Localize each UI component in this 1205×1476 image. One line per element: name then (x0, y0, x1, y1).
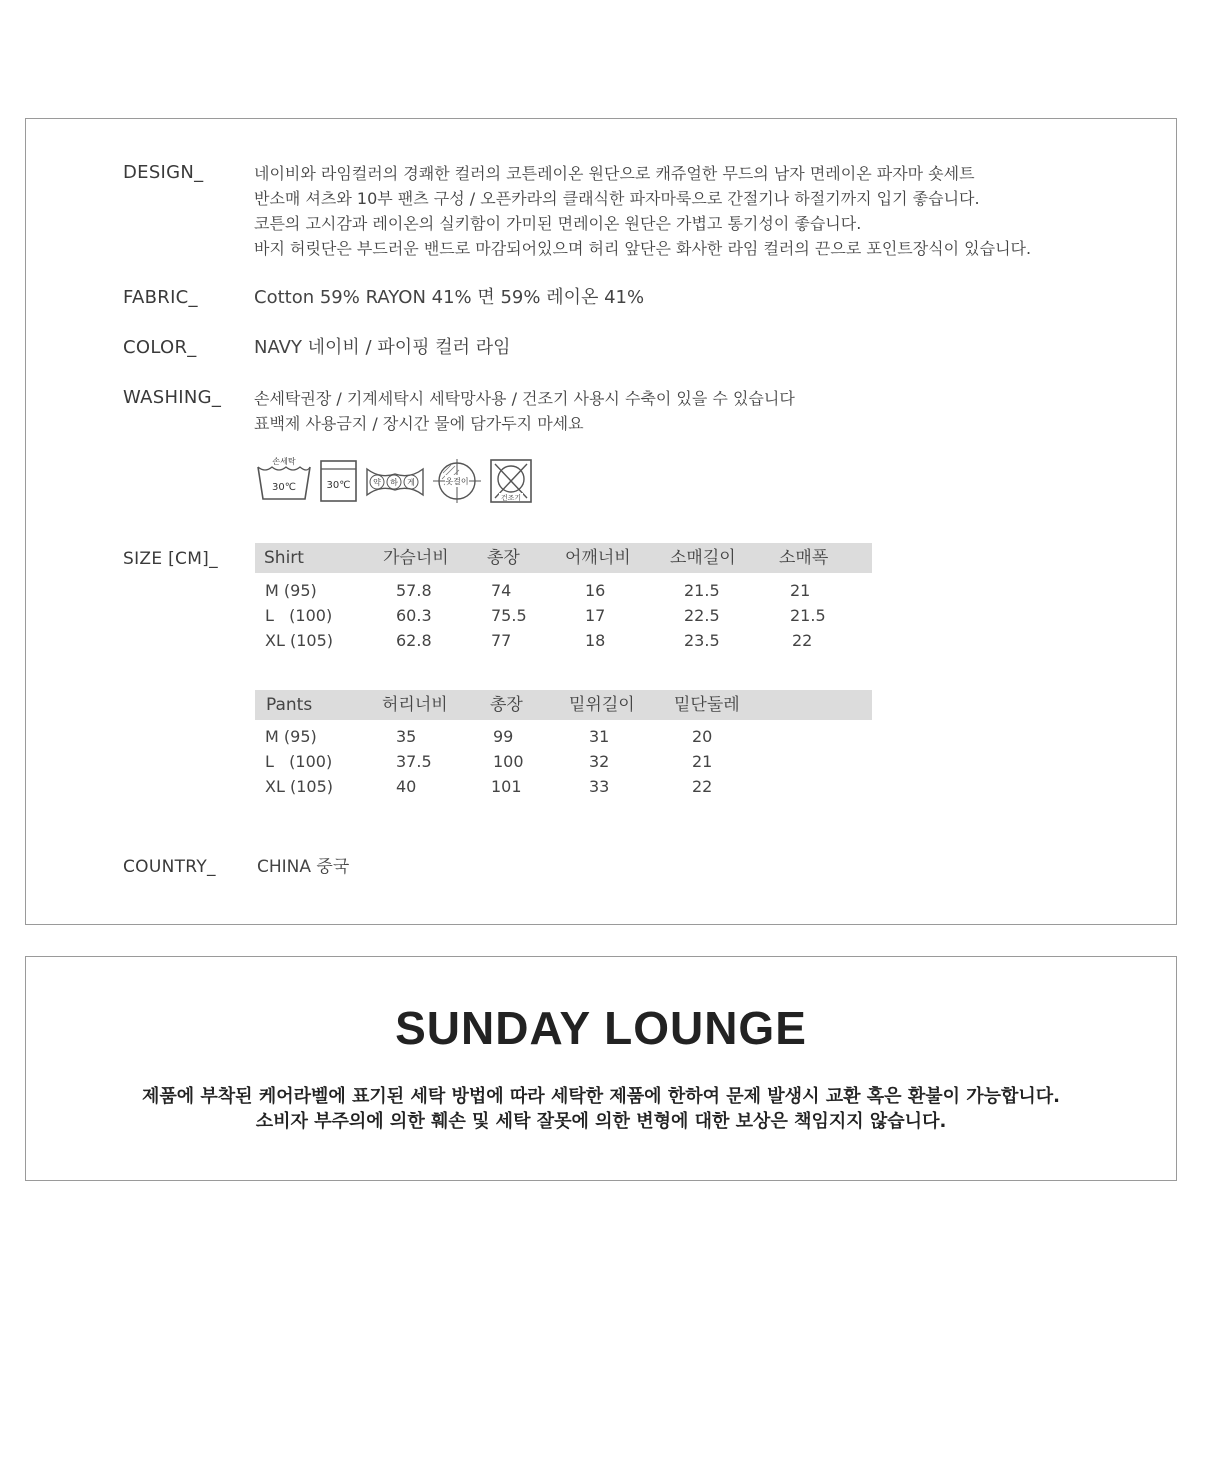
table-row (255, 749, 872, 774)
table-cell: 33 (589, 777, 610, 796)
table-cell: 21 (790, 581, 811, 600)
table-cell: 40 (396, 777, 417, 796)
table-cell: 21.5 (684, 581, 720, 600)
table-cell: 22.5 (684, 606, 720, 625)
gentle-text: 약 (373, 478, 381, 487)
design-line: 네이비와 라임컬러의 경쾌한 컬러의 코튼레이온 원단으로 캐쥬얼한 무드의 남자 면레이온 파자마 숏세트 (254, 164, 975, 183)
country-value: CHINA 중국 (257, 857, 350, 877)
product-info-panel (25, 118, 1177, 925)
pants-header-cell: 허리너비 (382, 695, 448, 715)
pants-size-table (255, 690, 872, 799)
table-row (255, 578, 872, 603)
table-cell: 22 (792, 631, 813, 650)
pants-header-cell: 총장 (490, 695, 523, 715)
hand-wash-text: 손세탁 (272, 457, 296, 466)
machine-wash-icon (319, 457, 359, 505)
table-cell: 22 (692, 777, 713, 796)
table-cell: 77 (491, 631, 512, 650)
gentle-wring-icon (365, 457, 425, 505)
table-cell: 20 (692, 727, 713, 746)
notice-line-liability: 소비자 부주의에 의한 훼손 및 세탁 잘못에 의한 변형에 대한 보상은 책임지지 않습니다. (255, 1111, 947, 1132)
color-value: NAVY 네이비 / 파이핑 컬러 라임 (254, 337, 511, 358)
washing-line: 손세탁권장 / 기계세탁시 세탁망사용 / 건조기 사용시 수축이 있을 수 있습니다 (254, 389, 795, 408)
table-row (255, 628, 872, 653)
gentle-text: 게 (407, 478, 415, 487)
size-label: SIZE [CM]_ (123, 549, 218, 569)
table-cell: 21 (692, 752, 713, 771)
design-line: 반소매 셔츠와 10부 팬츠 구성 / 오픈카라의 클래식한 파자마룩으로 간절기나 하절기까지 입기 좋습니다. (254, 189, 980, 208)
shirt-header-cell: 소매폭 (779, 548, 829, 568)
shirt-header-cell: 가슴너비 (383, 548, 449, 568)
shirt-header-cell: 총장 (487, 548, 520, 568)
hand-wash-temp: 30℃ (272, 482, 296, 493)
table-cell: 16 (585, 581, 606, 600)
gentle-text: 하 (390, 478, 398, 487)
hand-wash-icon (255, 457, 313, 505)
no-dryer-text: 건조기 (500, 494, 522, 502)
washing-text (254, 386, 795, 436)
table-cell: 18 (585, 631, 606, 650)
hang-dry-icon (429, 457, 485, 505)
table-cell: 32 (589, 752, 610, 771)
design-label: DESIGN_ (123, 162, 204, 183)
table-cell: 35 (396, 727, 417, 746)
country-label: COUNTRY_ (123, 857, 216, 877)
table-cell: 31 (589, 727, 610, 746)
brand-title: SUNDAY LOUNGE (395, 1002, 807, 1054)
table-row (255, 724, 872, 749)
table-cell: 74 (491, 581, 512, 600)
machine-wash-temp: 30℃ (326, 480, 351, 491)
fabric-value: Cotton 59% RAYON 41% 면 59% 레이온 41% (254, 287, 645, 308)
table-row (255, 603, 872, 628)
design-line: 코튼의 고시감과 레이온의 실키함이 가미된 면레이온 원단은 가볍고 통기성이 좋습니다. (254, 214, 862, 233)
table-cell: M (95) (265, 727, 317, 746)
table-cell: 23.5 (684, 631, 720, 650)
table-cell: 57.8 (396, 581, 432, 600)
table-cell: 21.5 (790, 606, 826, 625)
pants-header-cell: 밑단둘레 (674, 695, 740, 715)
table-cell: 62.8 (396, 631, 432, 650)
table-cell: M (95) (265, 581, 317, 600)
table-cell: XL (105) (265, 631, 333, 650)
design-line: 바지 허릿단은 부드러운 밴드로 마감되어있으며 허리 앞단은 화사한 라임 컬러의 끈으로 포인트장식이 있습니다. (254, 239, 1032, 258)
table-cell: 100 (493, 752, 524, 771)
shirt-header-cell: Shirt (264, 548, 304, 568)
notice-line-exchange: 제품에 부착된 케어라벨에 표기된 세탁 방법에 따라 세탁한 제품에 한하여 문제 발생시 교환 혹은 환불이 가능합니다. (141, 1086, 1061, 1107)
color-label: COLOR_ (123, 337, 197, 358)
shirt-header-cell: 소매길이 (670, 548, 736, 568)
shirt-size-table (255, 543, 872, 653)
pants-header-cell: Pants (266, 695, 313, 715)
washing-label: WASHING_ (123, 387, 222, 408)
table-cell: 75.5 (491, 606, 527, 625)
no-tumble-dry-icon (489, 457, 533, 505)
table-cell: 37.5 (396, 752, 432, 771)
fabric-label: FABRIC_ (123, 287, 198, 308)
design-text (254, 161, 1031, 261)
pants-table-header (255, 690, 872, 720)
washing-line: 표백제 사용금지 / 장시간 물에 담가두지 마세요 (254, 414, 584, 433)
care-notice-panel (25, 956, 1177, 1181)
table-cell: 60.3 (396, 606, 432, 625)
table-cell: 101 (491, 777, 522, 796)
shirt-header-cell: 어깨너비 (565, 548, 631, 568)
care-label-icons (255, 457, 535, 507)
table-cell: 17 (585, 606, 606, 625)
pants-header-cell: 밑위길이 (569, 695, 635, 715)
table-row (255, 774, 872, 799)
table-cell: 99 (493, 727, 514, 746)
table-cell: L (100) (265, 752, 333, 771)
table-cell: XL (105) (265, 777, 333, 796)
hang-text: 옷걸이 (445, 477, 469, 486)
shirt-table-header (255, 543, 872, 573)
table-cell: L (100) (265, 606, 333, 625)
